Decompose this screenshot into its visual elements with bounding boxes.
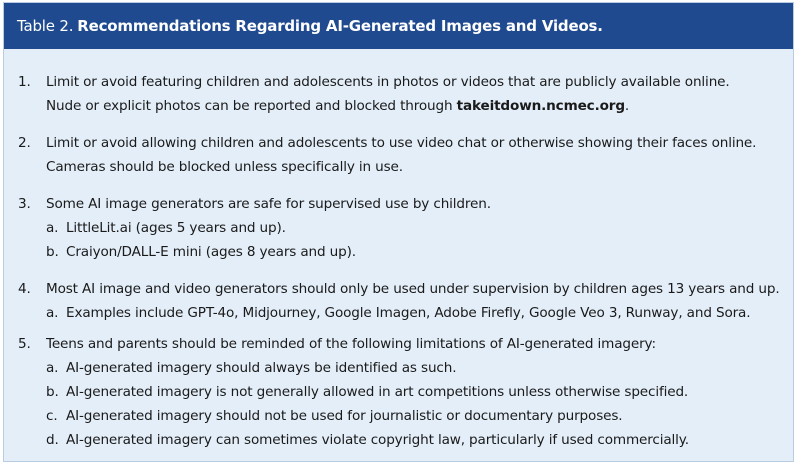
list-item-2 [4, 131, 793, 179]
item-text-suffix: . [624, 98, 630, 114]
sub-item-text: Examples include GPT-4o, Midjourney, Google Imagen, Adobe Firefly, Google Veo 3, Runway, and Sora. [66, 305, 751, 321]
sub-item-text: AI-generated imagery can sometimes violate copyright law, particularly if used commercially. [66, 432, 689, 448]
item-number: 2. [18, 135, 31, 151]
sub-item-text: AI-generated imagery should always be identified as such. [66, 360, 457, 376]
sub-item [46, 240, 793, 264]
sub-item-text: AI-generated imagery is not generally allowed in art competitions unless otherwise specified. [66, 384, 689, 400]
sub-item-text: Craiyon/DALL-E mini (ages 8 years and up). [66, 244, 356, 260]
sub-item-letter: b. [46, 384, 59, 400]
table-content [4, 49, 793, 452]
sub-item [46, 380, 793, 404]
sub-item-text: LittleLit.ai (ages 5 years and up). [66, 220, 286, 236]
list-item-3 [4, 192, 793, 264]
list-item-5 [4, 332, 793, 452]
table-header [4, 3, 793, 49]
item-text: Limit or avoid featuring children and adolescents in photos or videos that are publicly available online. [46, 74, 730, 90]
item-number: 3. [18, 196, 31, 212]
sub-item-letter: c. [46, 408, 58, 424]
item-text-prefix: Nude or explicit photos can be reported and blocked through [46, 98, 457, 114]
sub-item [46, 428, 793, 452]
takeitdown-link[interactable]: takeitdown.ncmec.org [456, 98, 625, 114]
item-number: 5. [18, 336, 31, 352]
sub-item [46, 216, 793, 240]
item-text: Teens and parents should be reminded of the following limitations of AI-generated imagery: [46, 336, 656, 352]
item-text: Most AI image and video generators should only be used under supervision by children ages 13 years and up. [46, 281, 780, 297]
table-title: Recommendations Regarding AI-Generated Images and Videos. [77, 17, 603, 35]
item-text-continued [46, 94, 793, 118]
item-text: Some AI image generators are safe for supervised use by children. [46, 196, 491, 212]
sub-item [46, 356, 793, 380]
sub-item-text: AI-generated imagery should not be used for journalistic or documentary purposes. [66, 408, 623, 424]
sub-item-letter: a. [46, 360, 59, 376]
item-text: Limit or avoid allowing children and adolescents to use video chat or otherwise showing their faces online. [46, 135, 757, 151]
sub-item-letter: a. [46, 220, 59, 236]
item-number: 4. [18, 281, 31, 297]
list-item-4 [4, 277, 793, 325]
sub-item [46, 404, 793, 428]
list-item-1 [4, 70, 793, 118]
item-text-continued: Cameras should be blocked unless specifically in use. [46, 159, 403, 175]
sub-item-letter: b. [46, 244, 59, 260]
recommendations-table [3, 2, 794, 462]
table-number: Table 2. [17, 17, 74, 35]
sub-item-letter: a. [46, 305, 59, 321]
sub-item-letter: d. [46, 432, 59, 448]
item-number: 1. [18, 74, 31, 90]
sub-item [46, 301, 793, 325]
